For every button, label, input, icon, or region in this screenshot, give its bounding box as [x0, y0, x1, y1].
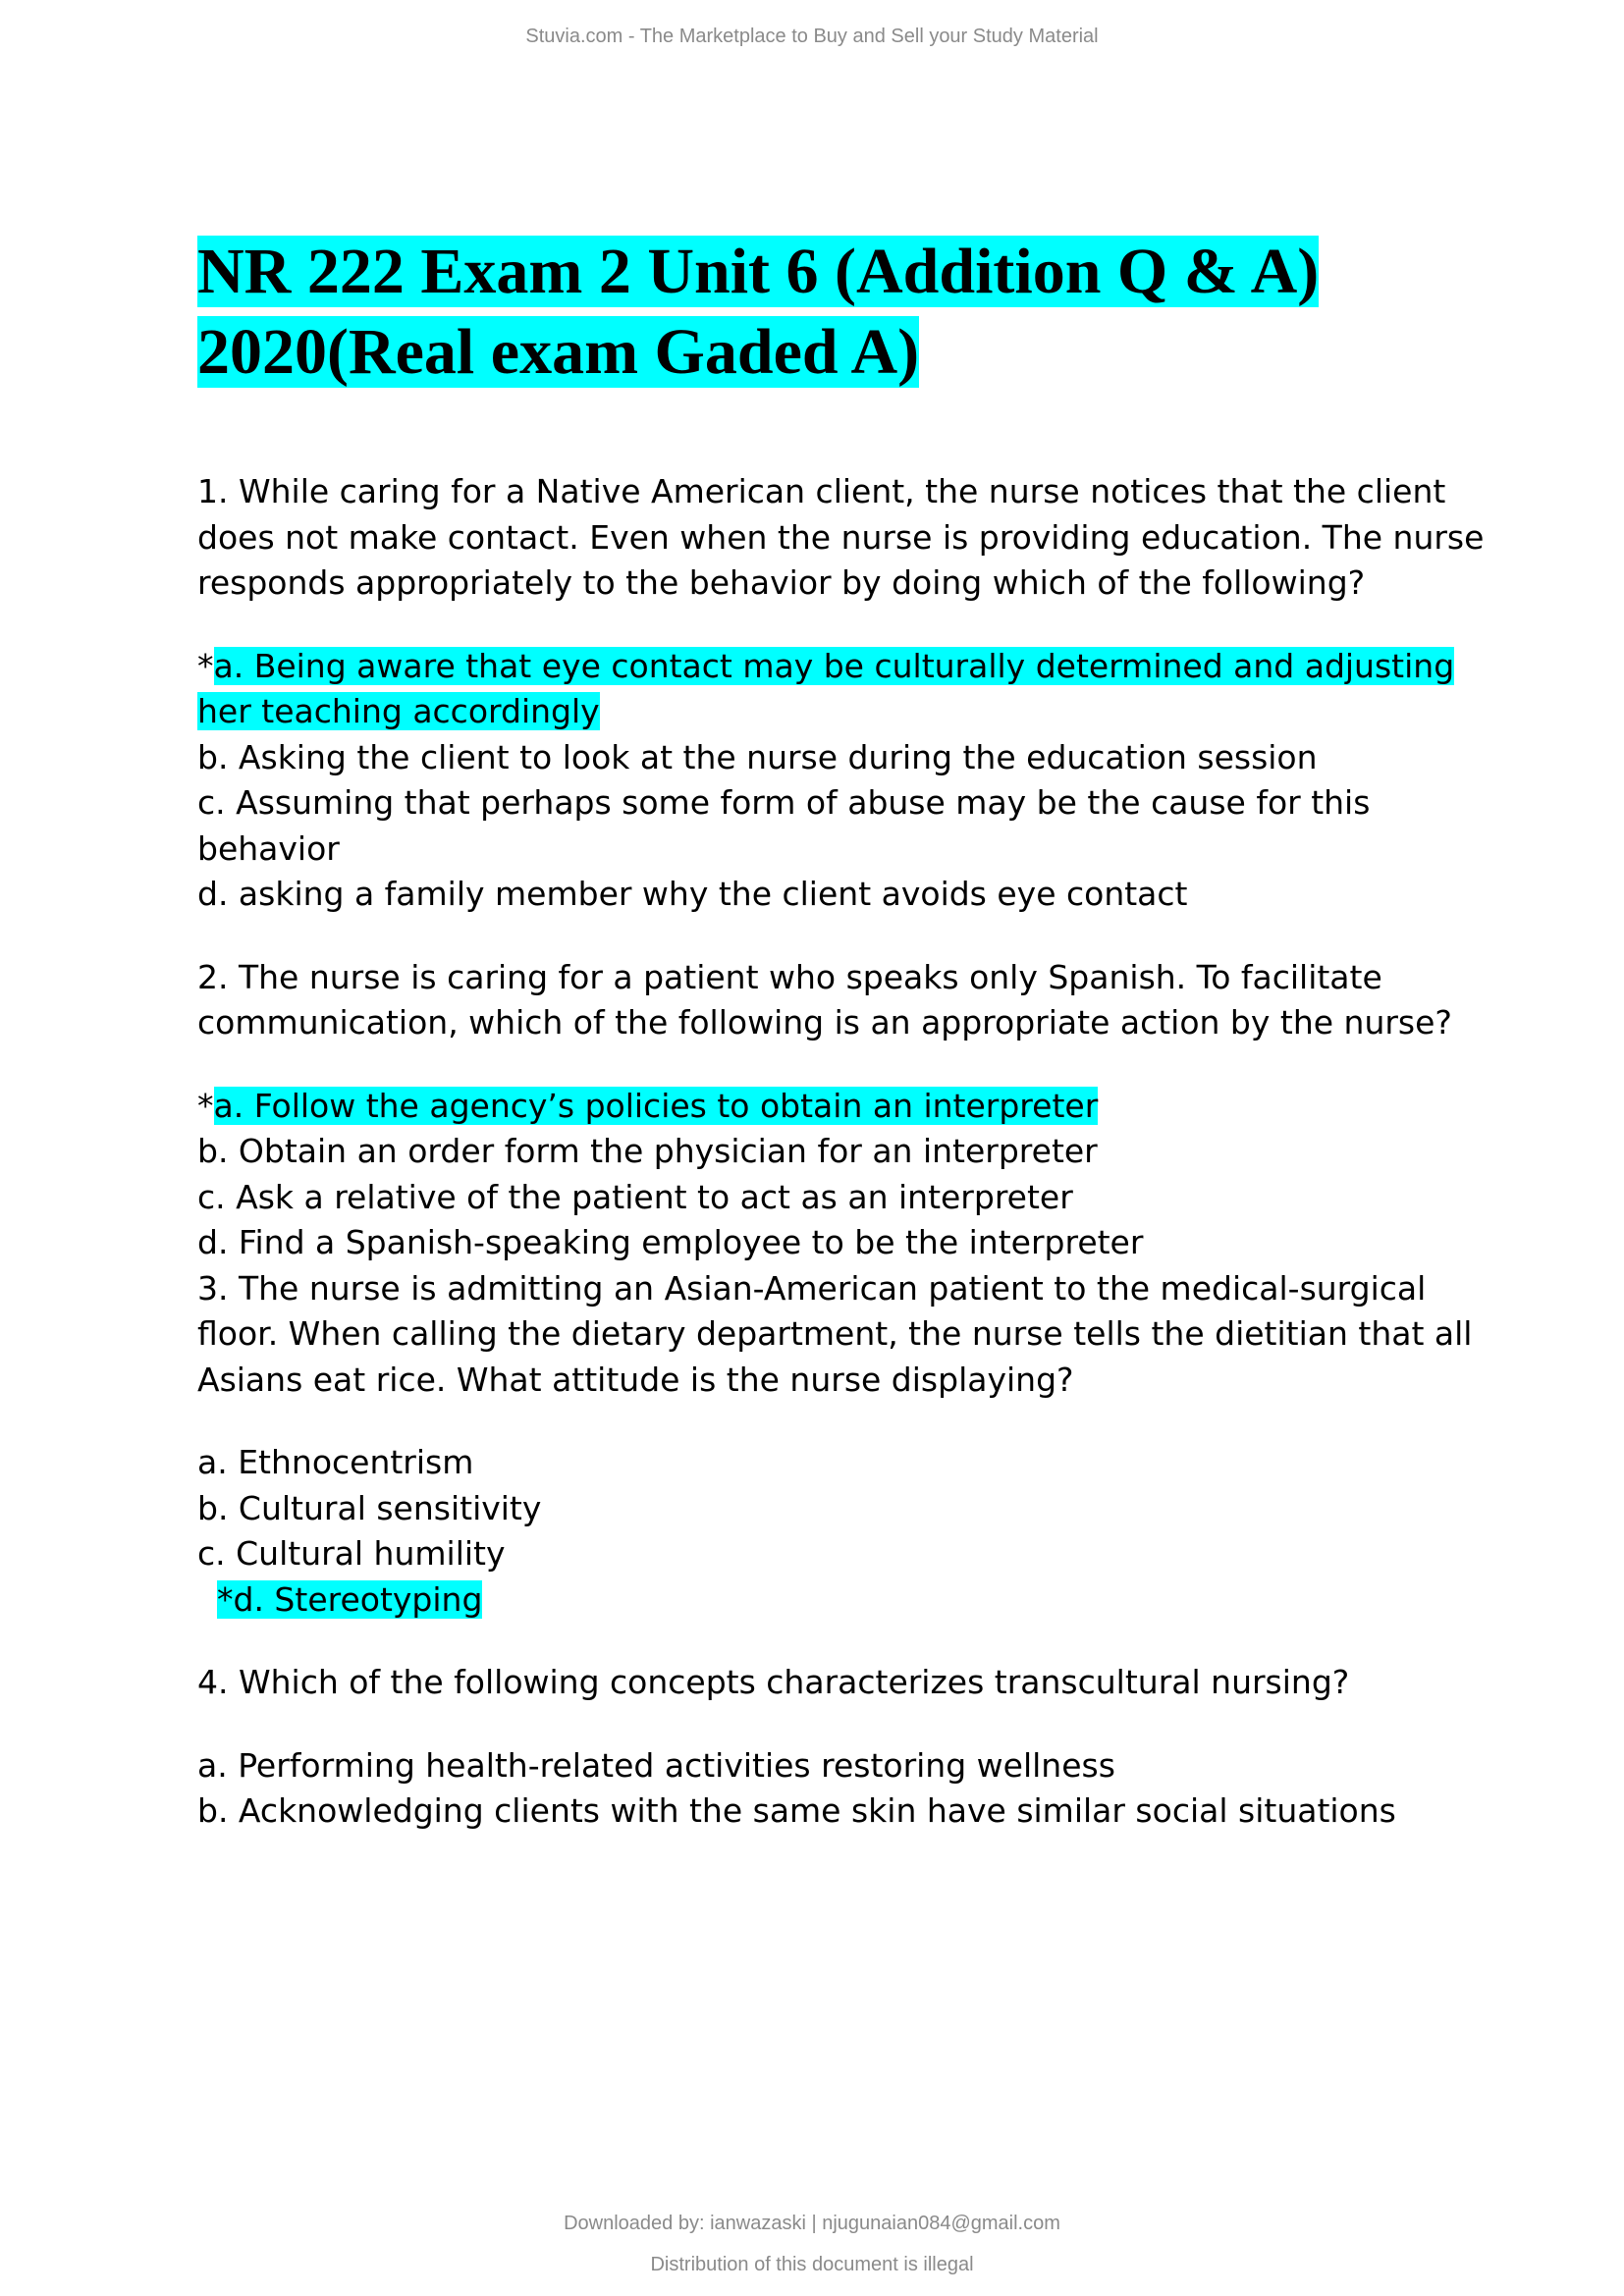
title-line-2: 2020(Real exam Gaded A): [197, 316, 920, 388]
watermark-header: Stuvia.com - The Marketplace to Buy and Sell your Study Material: [525, 26, 1099, 47]
answer-option: a. Ethnocentrism: [197, 1443, 474, 1481]
question-4-options: [197, 1743, 1493, 1835]
answer-option: b. Asking the client to look at the nurse during the education session: [197, 737, 1318, 776]
question-list: [197, 469, 1493, 1835]
title-line-1: NR 222 Exam 2 Unit 6 (Addition Q & A): [197, 236, 1320, 307]
distribution-notice-footer: Distribution of this document is illegal: [650, 2254, 974, 2275]
document-title: [197, 232, 1474, 393]
answer-text-highlighted: a. Follow the agency’s policies to obtain an interpreter: [213, 1086, 1099, 1125]
answer-marker: *: [197, 1086, 214, 1125]
answer-marker: *: [197, 646, 214, 685]
answer-option: b. Acknowledging clients with the same skin have similar social situations: [197, 1791, 1396, 1830]
answer-text-highlighted: *d. Stereotyping: [217, 1579, 483, 1619]
answer-option: c. Assuming that perhaps some form of abuse may be the cause for this behavior: [197, 783, 1371, 868]
question-4-text: 4. Which of the following concepts characterizes transcultural nursing?: [197, 1663, 1350, 1701]
answer-option: c. Ask a relative of the patient to act as an interpreter: [197, 1177, 1073, 1216]
answer-option: b. Cultural sensitivity: [197, 1488, 542, 1527]
answer-option-correct: [197, 1577, 1493, 1624]
answer-option: c. Cultural humility: [197, 1534, 506, 1573]
answer-option: a. Performing health-related activities restoring wellness: [197, 1745, 1115, 1785]
question-2-options: [197, 1084, 1493, 1266]
answer-option-correct: [197, 644, 1493, 735]
question-3-text: 3. The nurse is admitting an Asian-American patient to the medical-surgical floor. When calling the dietary department, the nurse tells the dietitian that all Asians eat rice. What attitude is the nurse displaying?: [197, 1268, 1473, 1399]
answer-option-correct: [197, 1084, 1493, 1130]
question-3-options: [197, 1440, 1493, 1623]
answer-text-highlighted: a. Being aware that eye contact may be culturally determined and adjusting her teaching accordingly: [197, 646, 1455, 730]
question-2-text: 2. The nurse is caring for a patient who speaks only Spanish. To facilitate communication, which of the following is an appropriate action by the nurse?: [197, 957, 1452, 1041]
question-1-text: 1. While caring for a Native American client, the nurse notices that the client does not make contact. Even when the nurse is providing education. The nurse responds appropriately to the behavior by doing which of the following?: [197, 472, 1485, 602]
answer-option: b. Obtain an order form the physician for an interpreter: [197, 1132, 1098, 1170]
download-info-footer: Downloaded by: ianwazaski | njugunaian084@gmail.com: [564, 2213, 1060, 2234]
question-1-options: [197, 644, 1493, 918]
answer-option: d. Find a Spanish-speaking employee to be the interpreter: [197, 1223, 1144, 1261]
answer-option: d. asking a family member why the client avoids eye contact: [197, 875, 1188, 913]
